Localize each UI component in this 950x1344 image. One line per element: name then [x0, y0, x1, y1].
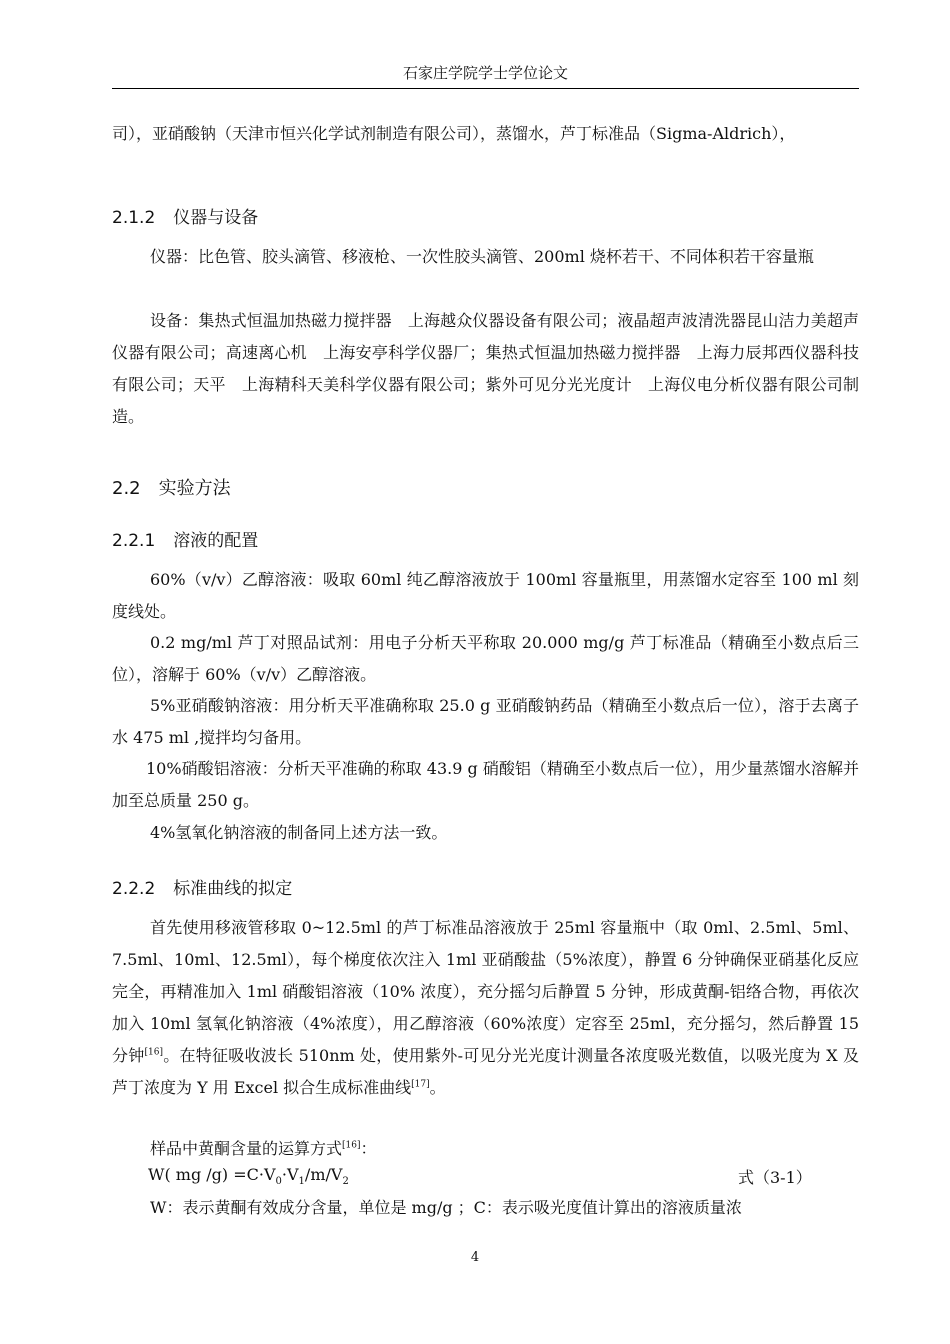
equation-v1: ·V — [281, 1165, 299, 1184]
formula-intro-text: 样品中黄酮含量的运算方式 — [150, 1139, 343, 1158]
equation-sub-2: 2 — [342, 1176, 349, 1188]
equation-m: /m/V — [304, 1165, 343, 1184]
section-heading-2-1-2 — [112, 203, 258, 228]
citation-16: [16] — [342, 1140, 361, 1151]
section-heading-2-2 — [112, 474, 231, 500]
paragraph-ethanol-solution: 60%（v/v）乙醇溶液：吸取 60ml 纯乙醇溶液放于 100ml 容量瓶里，用蒸馏水定容至 100 ml 刻度线处。 — [112, 570, 859, 621]
paragraph-rutin-reference: 0.2 mg/ml 芦丁对照品试剂：用电子分析天平称取 20.000 mg/g 芦丁标准品（精确至小数点后三位），溶解于 60%（v/v）乙醇溶液。 — [112, 633, 859, 684]
section-title: 溶液的配置 — [173, 531, 259, 551]
equation-w: W( mg /g) =C·V — [148, 1165, 276, 1184]
equation-sub-0: 0 — [275, 1176, 282, 1188]
section-heading-2-2-2 — [112, 874, 292, 899]
equation-sub-1: 1 — [298, 1176, 305, 1188]
paragraph-instruments: 仪器：比色管、胶头滴管、移液枪、一次性胶头滴管、200ml 烧杯若干、不同体积若干容量瓶 — [150, 247, 814, 266]
page-number: 4 — [470, 1250, 480, 1265]
equation-label: 式（3-1） — [738, 1168, 812, 1187]
equation-3-1 — [148, 1165, 848, 1188]
paragraph-standard-curve — [112, 912, 859, 1104]
section-title: 仪器与设备 — [173, 208, 259, 228]
citation-16: [16] — [144, 1047, 163, 1058]
section-number: 2.2 — [112, 478, 141, 499]
section-title: 标准曲线的拟定 — [173, 879, 293, 899]
section-title: 实验方法 — [158, 478, 231, 499]
section-number: 2.2.1 — [112, 531, 156, 551]
section-number: 2.2.2 — [112, 879, 156, 899]
curve-text-c: 。 — [429, 1078, 446, 1097]
section-heading-2-2-1 — [112, 526, 258, 551]
citation-17: [17] — [411, 1079, 430, 1090]
paragraph-formula-intro — [112, 1136, 859, 1162]
running-header: 石家庄学院学士学位论文 — [112, 62, 859, 89]
paragraph-sodium-nitrite: 5%亚硝酸钠溶液：用分析天平准确称取 25.0 g 亚硝酸钠药品（精确至小数点后一位），溶于去离子水 475 ml ,搅拌均匀备用。 — [112, 696, 859, 747]
paragraph-aluminum-nitrate: 10%硝酸铝溶液：分析天平准确的称取 43.9 g 硝酸铝（精确至小数点后一位），用少量蒸馏水溶解并加至总质量 250 g。 — [112, 759, 859, 810]
section-number: 2.1.2 — [112, 208, 156, 228]
paragraph-variable-definitions: W：表示黄酮有效成分含量，单位是 mg/g ；C：表示吸光度值计算出的溶液质量浓 — [150, 1198, 742, 1217]
paragraph-materials-continued: 司），亚硝酸钠（天津市恒兴化学试剂制造有限公司），蒸馏水，芦丁标准品（Sigma-Aldrich）， — [112, 124, 796, 143]
paragraph-equipment: 设备：集热式恒温加热磁力搅拌器 上海越众仪器设备有限公司；液晶超声波清洗器昆山洁力美超声仪器有限公司；高速离心机 上海安亭科学仪器厂；集热式恒温加热磁力搅拌器 上海力辰邦西仪器科技有限公司；天平 上海精科天美科学仪器有限公司；紫外可见分光光度计 上海仪电分析仪器有限公司制造。 — [112, 311, 859, 426]
paragraph-sodium-hydroxide: 4%氢氧化钠溶液的制备同上述方法一致。 — [150, 823, 448, 842]
formula-intro-colon: ： — [360, 1139, 377, 1158]
curve-text-b: 。在特征吸收波长 510nm 处，使用紫外-可见分光光度计测量各浓度吸光数值，以吸光度为 X 及芦丁浓度为 Y 用 Excel 拟合生成标准曲线 — [112, 1046, 859, 1097]
curve-text-a: 首先使用移液管移取 0~12.5ml 的芦丁标准品溶液放于 25ml 容量瓶中（取 0ml、2.5ml、5ml、7.5ml、10ml、12.5ml），每个梯度依次注入 1ml 亚硝酸盐（5%浓度），静置 6 分钟确保亚硝基化反应完全，再精准加入 1ml 硝酸铝溶液（10% 浓度），充分摇匀后静置 5 分钟，形成黄酮-铝络合物，再依次加入 10ml 氢氧化钠溶液（4%浓度），用乙醇溶液（60%浓度）定容至 25ml，充分摇匀，然后静置 15 分钟 — [112, 918, 859, 1065]
